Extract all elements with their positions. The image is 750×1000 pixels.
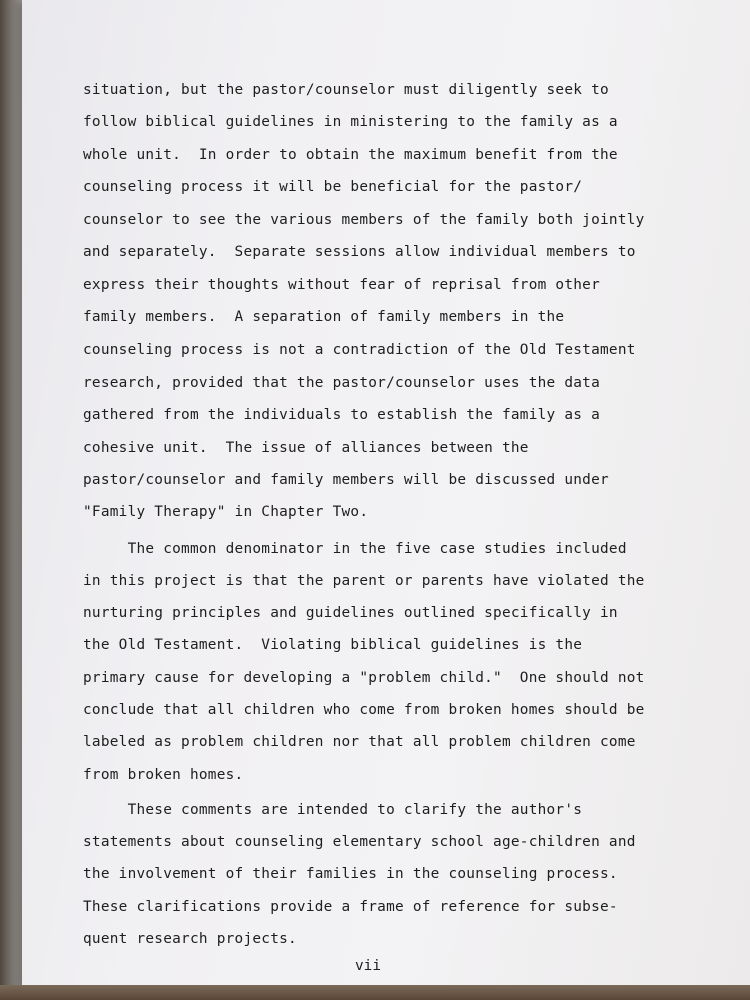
text-line: in this project is that the parent or parents have violated the	[83, 573, 645, 589]
table-surface	[0, 985, 750, 1000]
text-line: whole unit. In order to obtain the maximum benefit from the	[83, 147, 618, 163]
text-line: labeled as problem children nor that all problem children come	[83, 734, 636, 750]
text-line: the Old Testament. Violating biblical guidelines is the	[83, 637, 583, 653]
text-line: The common denominator in the five case studies included	[83, 541, 627, 557]
text-line: cohesive unit. The issue of alliances between the	[83, 440, 529, 456]
text-line: primary cause for developing a "problem child." One should not	[83, 670, 645, 686]
text-line: counseling process is not a contradiction of the Old Testament	[83, 342, 636, 358]
text-line: These comments are intended to clarify the author's	[83, 802, 583, 818]
text-line: express their thoughts without fear of reprisal from other	[83, 277, 601, 293]
text-line: from broken homes.	[83, 767, 244, 783]
text-line: the involvement of their families in the counseling process.	[83, 866, 618, 882]
page-number: vii	[355, 958, 381, 974]
text-line: situation, but the pastor/counselor must diligently seek to	[83, 82, 609, 98]
text-line: counseling process it will be beneficial for the pastor/	[83, 179, 583, 195]
text-line: statements about counseling elementary school age-children and	[83, 834, 636, 850]
text-line: and separately. Separate sessions allow individual members to	[83, 244, 636, 260]
text-line: pastor/counselor and family members will be discussed under	[83, 472, 609, 488]
text-line: gathered from the individuals to establish the family as a	[83, 407, 601, 423]
text-line: research, provided that the pastor/counselor uses the data	[83, 375, 601, 391]
text-line: These clarifications provide a frame of reference for subse-	[83, 899, 618, 915]
text-line: follow biblical guidelines in ministering to the family as a	[83, 114, 618, 130]
text-line: counselor to see the various members of the family both jointly	[83, 212, 645, 228]
text-line: conclude that all children who come from broken homes should be	[83, 702, 645, 718]
text-line: nurturing principles and guidelines outlined specifically in	[83, 605, 618, 621]
text-line: "Family Therapy" in Chapter Two.	[83, 504, 369, 520]
text-line: family members. A separation of family members in the	[83, 309, 565, 325]
text-line: quent research projects.	[83, 931, 297, 947]
